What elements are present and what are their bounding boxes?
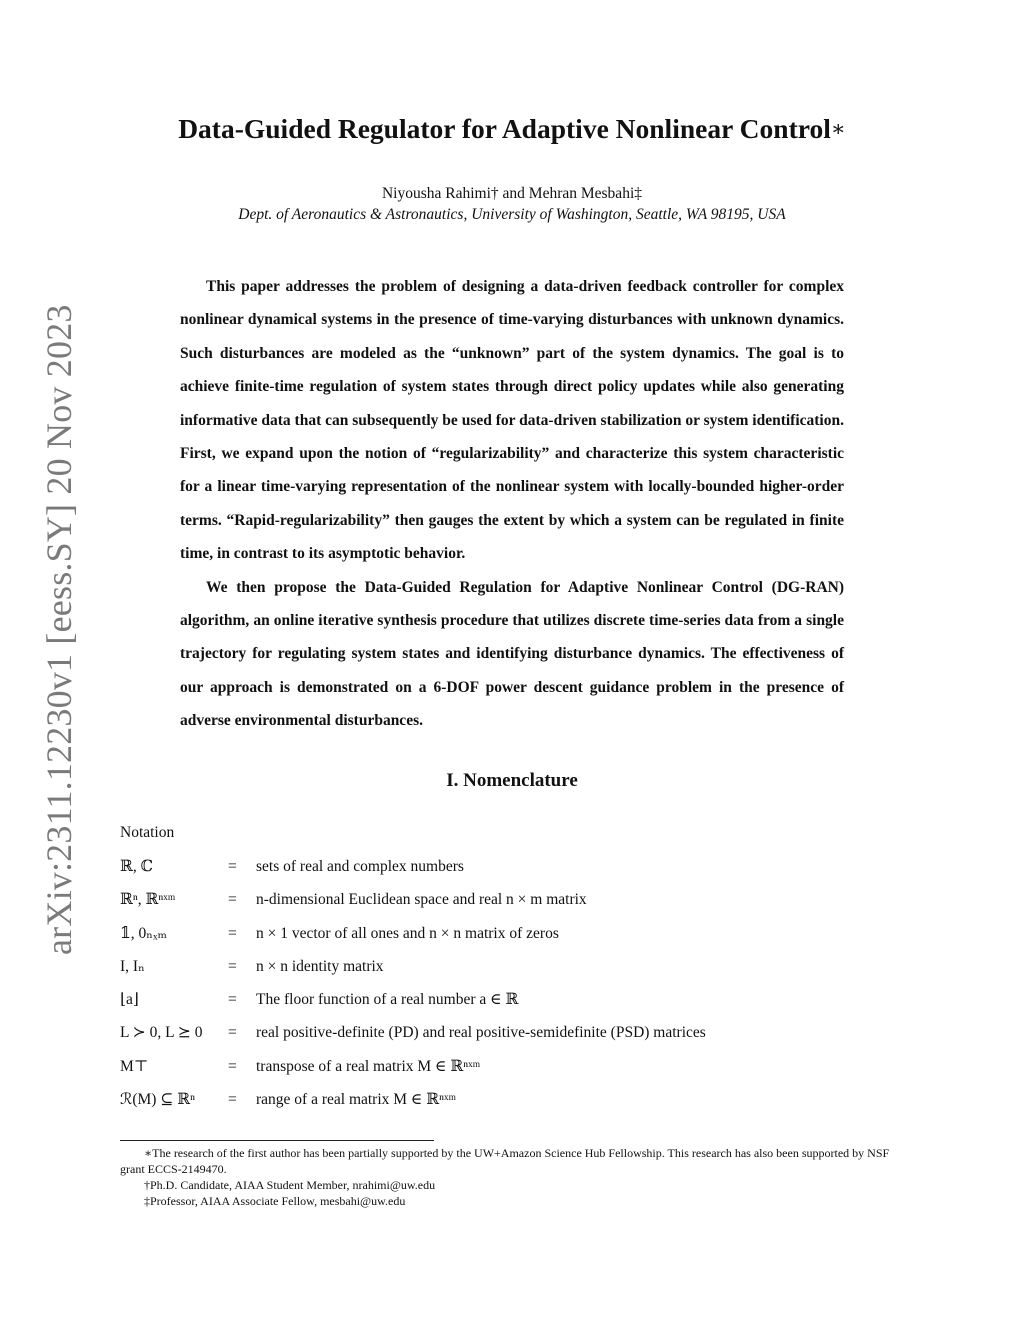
nomenclature-row xyxy=(120,983,920,1016)
nomenclature-equals: = xyxy=(228,1057,237,1075)
nomenclature-equals: = xyxy=(228,891,237,909)
footnote-author-2: ‡Professor, AIAA Associate Fellow, mesbahi@uw.edu xyxy=(144,1194,406,1208)
nomenclature-symbol: ℛ(M) ⊆ ℝⁿ xyxy=(120,1091,195,1109)
nomenclature-description: range of a real matrix M ∈ ℝⁿˣᵐ xyxy=(256,1091,457,1109)
nomenclature-symbol: ⌊a⌋ xyxy=(120,991,139,1009)
authors: Niyousha Rahimi† and Mehran Mesbahi‡ xyxy=(381,185,642,202)
footnote-author-1: †Ph.D. Candidate, AIAA Student Member, nrahimi@uw.edu xyxy=(144,1178,436,1192)
nomenclature-description: The floor function of a real number a ∈ ℝ xyxy=(256,991,519,1009)
footnotes xyxy=(120,1145,910,1209)
title-footnote-mark: ∗ xyxy=(830,116,846,141)
nomenclature-row xyxy=(120,850,920,883)
section-heading-nomenclature: I. Nomenclature xyxy=(446,770,578,791)
nomenclature-equals: = xyxy=(228,858,237,875)
paper-title xyxy=(0,113,1024,145)
nomenclature-symbol: L ≻ 0, L ⪰ 0 xyxy=(120,1024,203,1042)
abstract-paragraph-1: This paper addresses the problem of designing a data-driven feedback controller for complex nonlinear dynamical systems in the presence of time-varying disturbances with unknown dynamics. Such disturbances are modeled as the “unknown” part of the system dynamics. The goal is to achieve finite-time regulation of system states through direct policy updates while also generating informative data that can subsequently be used for data-driven stabilization or system identification. First, we expand upon the notion of “regularizability” and characterize this system characteristic for a linear time-varying representation of the nonlinear system with locally-bounded higher-order terms. “Rapid-regularizability” then gauges the extent by which a system can be regulated in finite time, in contrast to its asymptotic behavior. xyxy=(180,278,844,563)
footnote-divider xyxy=(120,1140,434,1141)
nomenclature-description: n × 1 vector of all ones and n × n matrix of zeros xyxy=(256,924,559,942)
nomenclature-row xyxy=(120,883,920,916)
abstract xyxy=(180,270,844,738)
abstract-paragraph-2: We then propose the Data-Guided Regulation for Adaptive Nonlinear Control (DG-RAN) algorithm, an online iterative synthesis procedure that utilizes discrete time-series data from a single trajectory for regulating system states and identifying disturbance dynamics. The effectiveness of our approach is demonstrated on a 6-DOF power descent guidance problem in the presence of adverse environmental disturbances. xyxy=(180,578,844,730)
nomenclature-symbol: ℝ, ℂ xyxy=(120,858,153,875)
nomenclature-symbol: ℝⁿ, ℝⁿˣᵐ xyxy=(120,891,176,909)
paper-title-text: Data-Guided Regulator for Adaptive Nonlinear Control xyxy=(178,113,831,144)
nomenclature-description: sets of real and complex numbers xyxy=(256,858,464,875)
nomenclature-equals: = xyxy=(228,957,237,975)
nomenclature-symbol: I, Iₙ xyxy=(120,957,145,975)
nomenclature-description: n × n identity matrix xyxy=(256,957,384,975)
nomenclature-row xyxy=(120,917,920,950)
nomenclature-equals: = xyxy=(228,1024,237,1042)
arxiv-identifier: arXiv:2311.12230v1 [eess.SY] 20 Nov 2023 xyxy=(39,304,79,955)
nomenclature-symbol: M⊤ xyxy=(120,1057,149,1075)
nomenclature-equals: = xyxy=(228,924,237,942)
nomenclature-description: transpose of a real matrix M ∈ ℝⁿˣᵐ xyxy=(256,1057,481,1075)
nomenclature-row xyxy=(120,1050,920,1083)
nomenclature-row xyxy=(120,1083,920,1116)
nomenclature-description: real positive-definite (PD) and real positive-semidefinite (PSD) matrices xyxy=(256,1024,706,1042)
nomenclature-row xyxy=(120,950,920,983)
nomenclature-equals: = xyxy=(228,1091,237,1109)
nomenclature-symbol: 𝟙, 0ₙₓₘ xyxy=(120,924,167,942)
affiliation: Dept. of Aeronautics & Astronautics, University of Washington, Seattle, WA 98195, USA xyxy=(238,206,786,223)
nomenclature-description: n-dimensional Euclidean space and real n × m matrix xyxy=(256,891,587,909)
nomenclature-list xyxy=(120,850,920,1116)
nomenclature-equals: = xyxy=(228,991,237,1009)
footnote-funding: ∗The research of the first author has been partially supported by the UW+Amazon Science Hub Fellowship. This research has also been supported by NSF grant ECCS-2149470. xyxy=(120,1146,890,1176)
nomenclature-row xyxy=(120,1016,920,1049)
notation-label: Notation xyxy=(120,824,175,841)
